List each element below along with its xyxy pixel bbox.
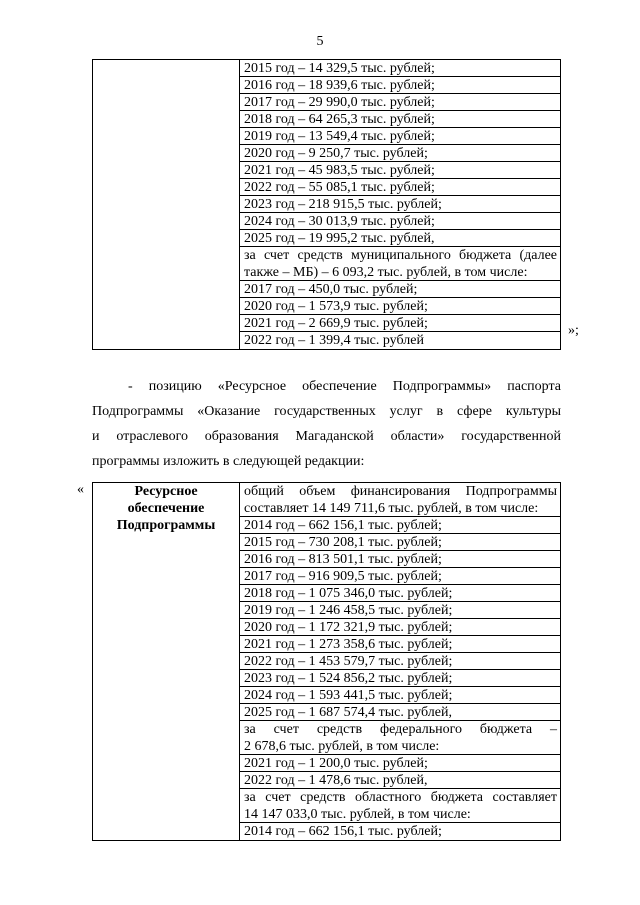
funding-line: 2024 год – 1 593 441,5 тыс. рублей; [240, 687, 560, 704]
funding-line: за счет средств муниципального бюджета (далее [244, 248, 557, 263]
resource-provision-table [92, 482, 561, 841]
opening-quote: « [77, 482, 84, 497]
funding-line: 2025 год – 1 687 574,4 тыс. рублей, [240, 704, 560, 721]
funding-line: 2016 год – 18 939,6 тыс. рублей; [240, 77, 560, 94]
paragraph-line: и отраслевого образования Магаданской области» государственной [92, 429, 561, 444]
funding-line: 2022 год – 1 453 579,7 тыс. рублей; [240, 653, 560, 670]
funding-line: 2014 год – 662 156,1 тыс. рублей; [240, 517, 560, 534]
funding-line: 14 147 033,0 тыс. рублей, в том числе: [240, 806, 560, 823]
funding-line: 2021 год – 45 983,5 тыс. рублей; [240, 162, 560, 179]
funding-line: 2018 год – 64 265,3 тыс. рублей; [240, 111, 560, 128]
funding-line: 2016 год – 813 501,1 тыс. рублей; [240, 551, 560, 568]
paragraph-line: Подпрограммы «Оказание государственных услуг в сфере культуры [92, 404, 561, 419]
funding-line: также – МБ) – 6 093,2 тыс. рублей, в том числе: [240, 264, 560, 281]
funding-line: 2024 год – 30 013,9 тыс. рублей; [240, 213, 560, 230]
page-number: 5 [316, 34, 324, 49]
funding-line: 2019 год – 1 246 458,5 тыс. рублей; [240, 602, 560, 619]
heading-line: Ресурсное [134, 484, 198, 499]
funding-line: 2017 год – 916 909,5 тыс. рублей; [240, 568, 560, 585]
heading-line: обеспечение [127, 501, 205, 516]
funding-line: за счет средств областного бюджета составляет [244, 790, 557, 805]
funding-line: 2023 год – 1 524 856,2 тыс. рублей; [240, 670, 560, 687]
funding-line: 2023 год – 218 915,5 тыс. рублей; [240, 196, 560, 213]
funding-line: 2022 год – 1 399,4 тыс. рублей [244, 333, 424, 348]
funding-line: 2017 год – 29 990,0 тыс. рублей; [240, 94, 560, 111]
funding-line: 2021 год – 1 273 358,6 тыс. рублей; [240, 636, 560, 653]
funding-line: 2 678,6 тыс. рублей, в том числе: [240, 738, 560, 755]
funding-line: 2020 год – 1 573,9 тыс. рублей; [240, 298, 560, 315]
closing-quote: »; [568, 323, 579, 338]
resource-provision-details [240, 483, 561, 841]
funding-line: 2015 год – 730 208,1 тыс. рублей; [240, 534, 560, 551]
funding-line: 2020 год – 9 250,7 тыс. рублей; [240, 145, 560, 162]
heading-line: Подпрограммы [116, 518, 216, 533]
funding-line: за счет средств федерального бюджета – [244, 722, 557, 737]
resource-provision-heading [93, 483, 240, 841]
empty-heading-cell [93, 60, 240, 350]
funding-line: 2021 год – 2 669,9 тыс. рублей; [240, 315, 560, 332]
funding-line: 2018 год – 1 075 346,0 тыс. рублей; [240, 585, 560, 602]
funding-line: 2014 год – 662 156,1 тыс. рублей; [244, 824, 442, 839]
funding-line: 2021 год – 1 200,0 тыс. рублей; [240, 755, 560, 772]
funding-line: 2019 год – 13 549,4 тыс. рублей; [240, 128, 560, 145]
funding-line: 2025 год – 19 995,2 тыс. рублей, [240, 230, 560, 247]
paragraph-line: программы изложить в следующей редакции: [92, 454, 365, 469]
funding-line: 2015 год – 14 329,5 тыс. рублей; [240, 60, 560, 77]
funding-line: 2017 год – 450,0 тыс. рублей; [240, 281, 560, 298]
funding-line: составляет 14 149 711,6 тыс. рублей, в том числе: [240, 500, 560, 517]
funding-line: 2022 год – 1 478,6 тыс. рублей, [240, 772, 560, 789]
funding-table-continued [92, 59, 561, 350]
funding-details-cell [240, 60, 561, 350]
amendment-paragraph [92, 374, 561, 474]
funding-line: 2020 год – 1 172 321,9 тыс. рублей; [240, 619, 560, 636]
funding-line: общий объем финансирования Подпрограммы [244, 484, 557, 499]
funding-line: 2022 год – 55 085,1 тыс. рублей; [240, 179, 560, 196]
paragraph-line: - позицию «Ресурсное обеспечение Подпрограммы» паспорта [128, 379, 561, 394]
